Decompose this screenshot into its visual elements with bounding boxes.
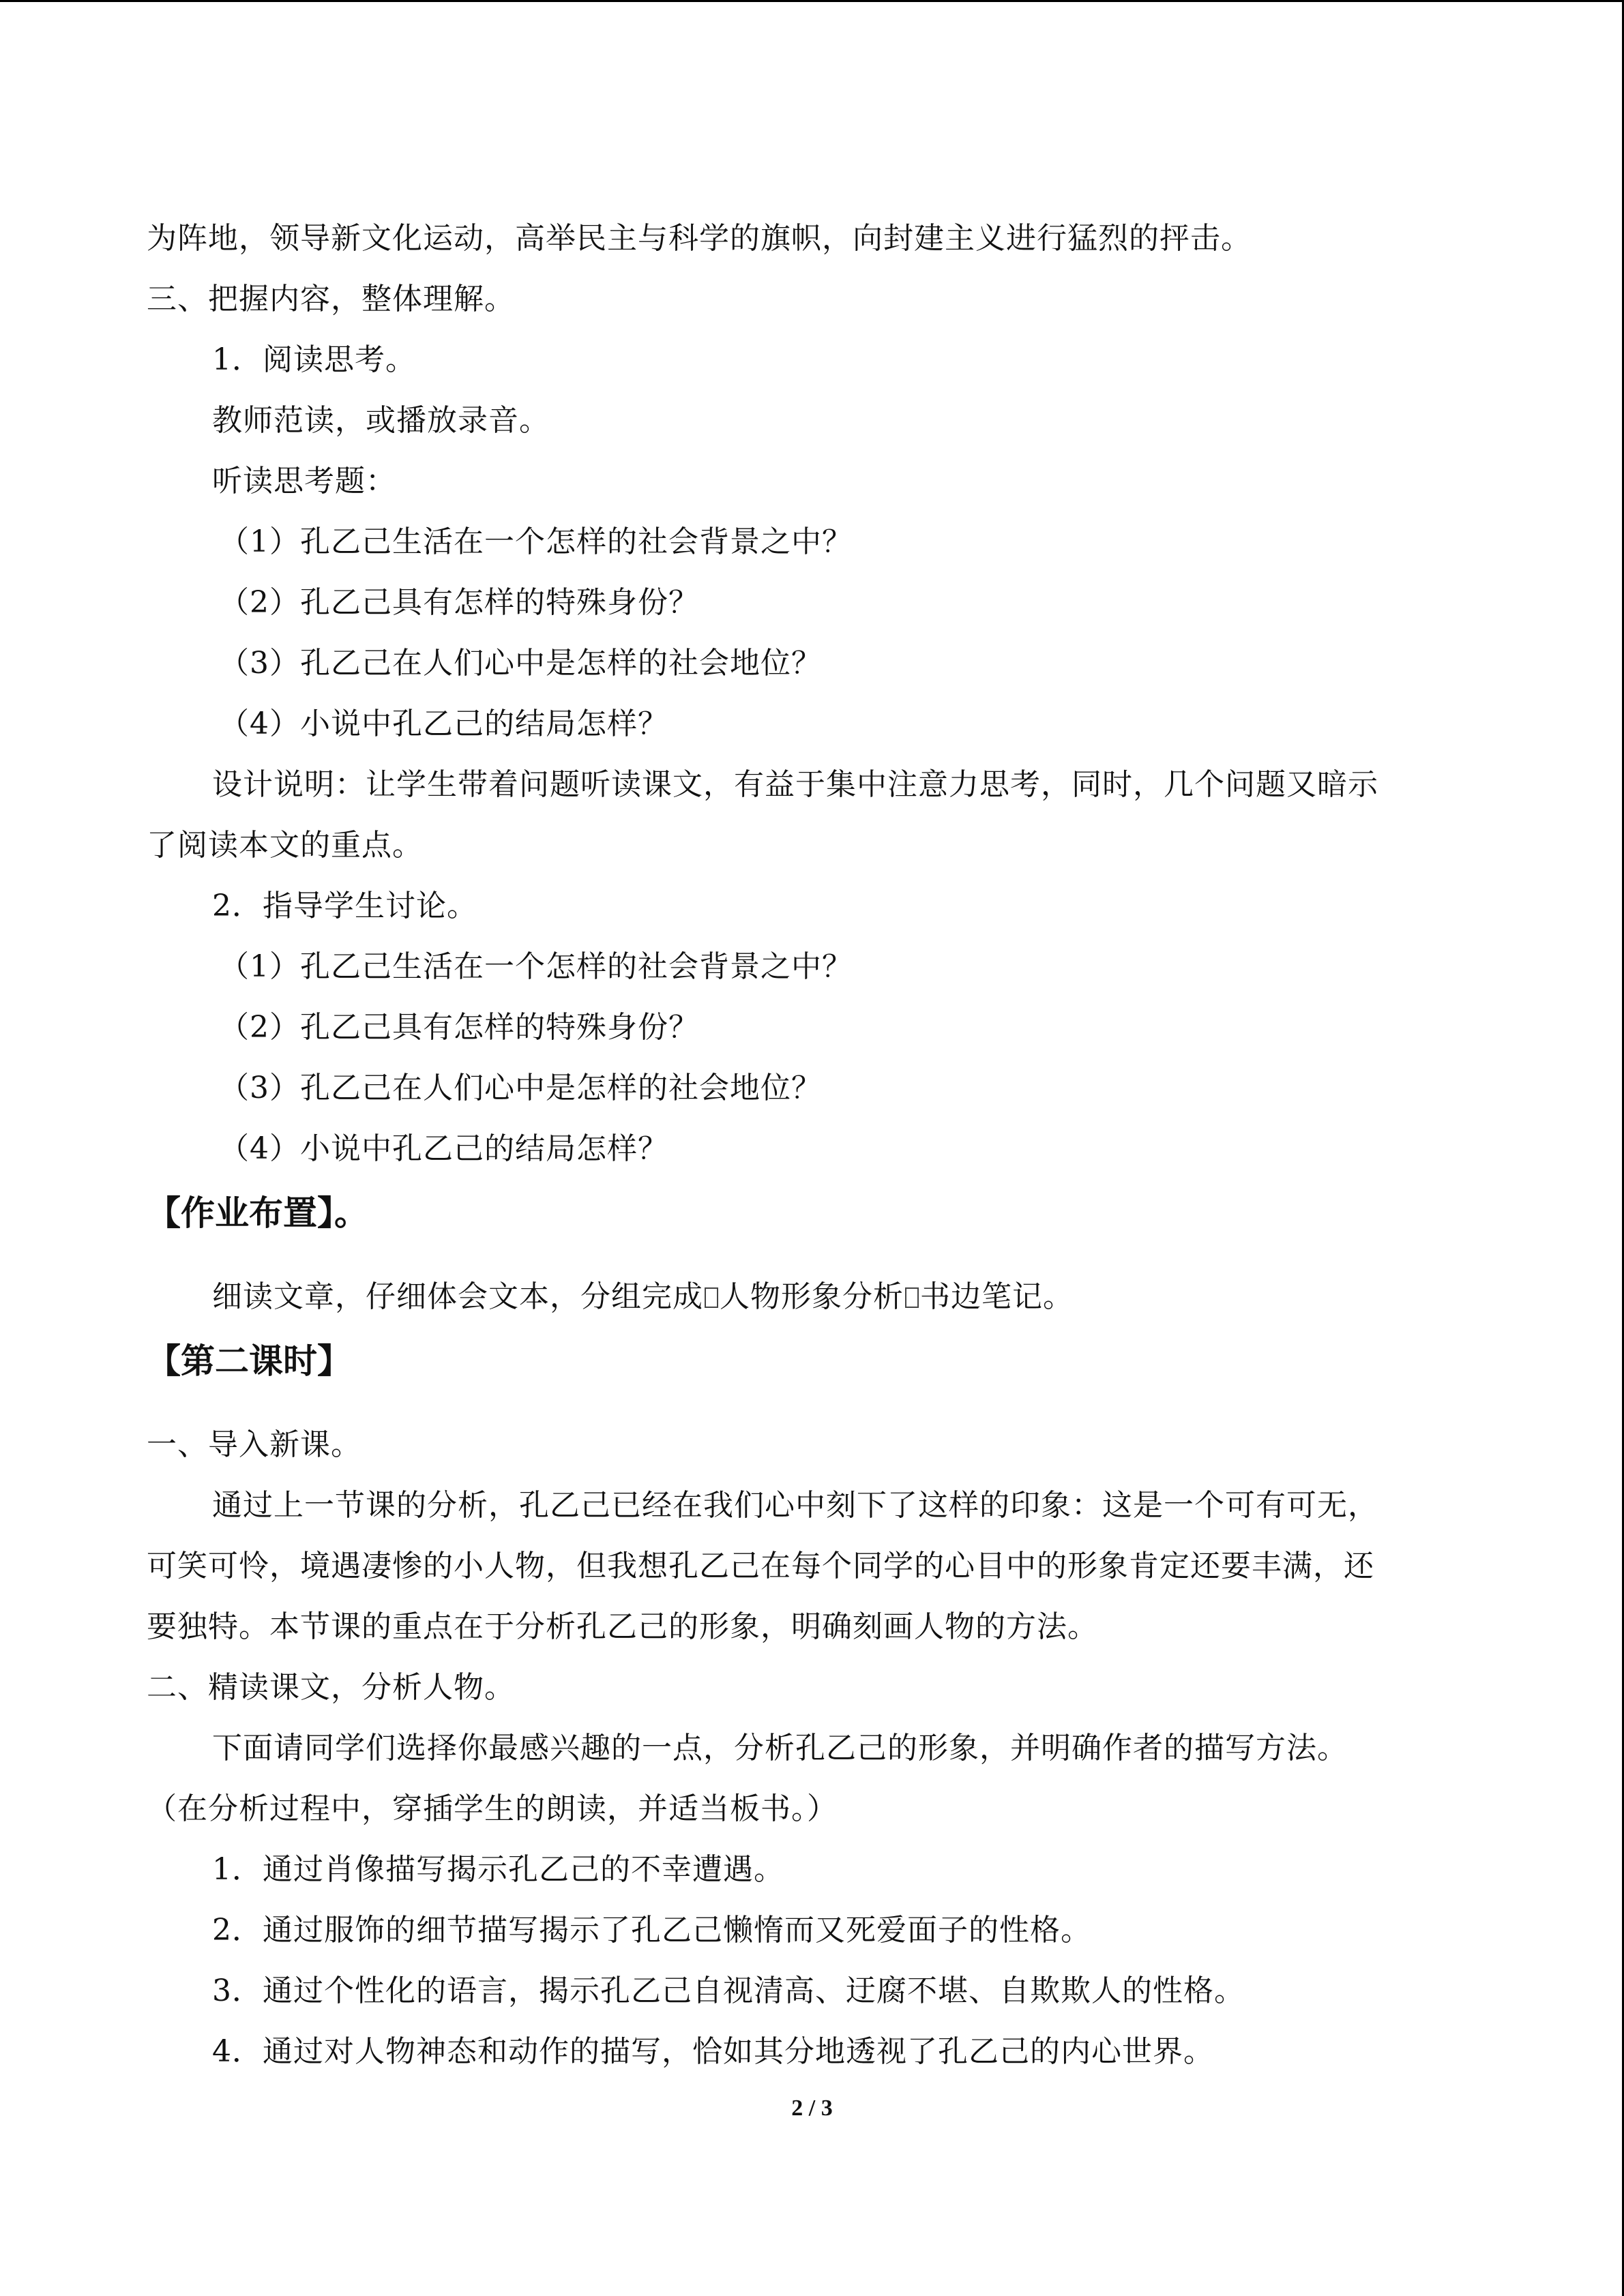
paragraph-line: 听读思考题： — [212, 464, 396, 498]
paragraph-line: 设计说明：让学生带着问题听读课文，有益于集中注意力思考，同时，几个问题又暗示 — [212, 767, 1378, 802]
homework-text-part: 书边笔记。 — [920, 1279, 1074, 1314]
homework-heading: 【作业布置】。 — [147, 1193, 368, 1233]
homework-text-part: 细读文章，仔细体会文本，分组完成 — [212, 1279, 703, 1314]
paragraph-line: 下面请同学们选择你最感兴趣的一点，分析孔乙己的形象，并明确作者的描写方法。 — [212, 1731, 1348, 1765]
list-item: 4．通过对人物神态和动作的描写，恰如其分地透视了孔乙己的内心世界。 — [212, 2034, 1214, 2069]
section-heading: 二、精读课文，分析人物。 — [147, 1670, 515, 1705]
paragraph-line: 通过上一节课的分析，孔乙己已经在我们心中刻下了这样的印象：这是一个可有可无， — [212, 1488, 1378, 1523]
paragraph-line: 可笑可怜，境遇凄惨的小人物，但我想孔乙己在每个同学的心目中的形象肯定还要丰满，还 — [147, 1549, 1374, 1583]
list-item: 2．通过服饰的细节描写揭示了孔乙己懒惰而又死爱面子的性格。 — [212, 1913, 1091, 1948]
step-heading: 2．指导学生讨论。 — [212, 889, 477, 923]
list-item: 3．通过个性化的语言，揭示孔乙己自视清高、迂腐不堪、自欺欺人的性格。 — [212, 1973, 1245, 2008]
list-item: 1．通过肖像描写揭示孔乙己的不幸遭遇。 — [212, 1852, 784, 1887]
spacer — [147, 1247, 1483, 1266]
question-item: （3）孔乙己在人们心中是怎样的社会地位？ — [219, 646, 822, 681]
spacer — [147, 1395, 1483, 1414]
paragraph-line: 要独特。本节课的重点在于分析孔乙己的形象，明确刻画人物的方法。 — [147, 1609, 1098, 1644]
homework-text-part: 人物形象分析 — [720, 1279, 904, 1314]
question-item: （2）孔乙己具有怎样的特殊身份？ — [219, 1010, 699, 1045]
page-number: 2 / 3 — [791, 2096, 833, 2121]
paragraph-line: （在分析过程中，穿插学生的朗读，并适当板书。） — [147, 1791, 838, 1826]
question-item: （2）孔乙己具有怎样的特殊身份？ — [219, 585, 699, 620]
paragraph-line: 教师范读，或播放录音。 — [212, 403, 550, 438]
question-item: （4）小说中孔乙己的结局怎样？ — [219, 1131, 668, 1166]
step-heading: 1．阅读思考。 — [212, 342, 416, 377]
document-body — [147, 208, 1483, 2082]
lesson-heading: 【第二课时】 — [147, 1341, 351, 1381]
paragraph-line: 为阵地，领导新文化运动，高举民主与科学的旗帜，向封建主义进行猛烈的抨击。 — [147, 221, 1252, 256]
paragraph-line: 了阅读本文的重点。 — [147, 828, 423, 863]
question-item: （1）孔乙己生活在一个怎样的社会背景之中？ — [219, 949, 853, 984]
missing-glyph-box — [705, 1287, 718, 1308]
section-heading: 三、把握内容，整体理解。 — [147, 282, 515, 316]
section-heading: 一、导入新课。 — [147, 1427, 361, 1462]
missing-glyph-box — [905, 1287, 919, 1308]
homework-text — [147, 1266, 1483, 1327]
question-item: （4）小说中孔乙己的结局怎样？ — [219, 706, 668, 741]
question-item: （3）孔乙己在人们心中是怎样的社会地位？ — [219, 1071, 822, 1105]
question-item: （1）孔乙己生活在一个怎样的社会背景之中？ — [219, 524, 853, 559]
